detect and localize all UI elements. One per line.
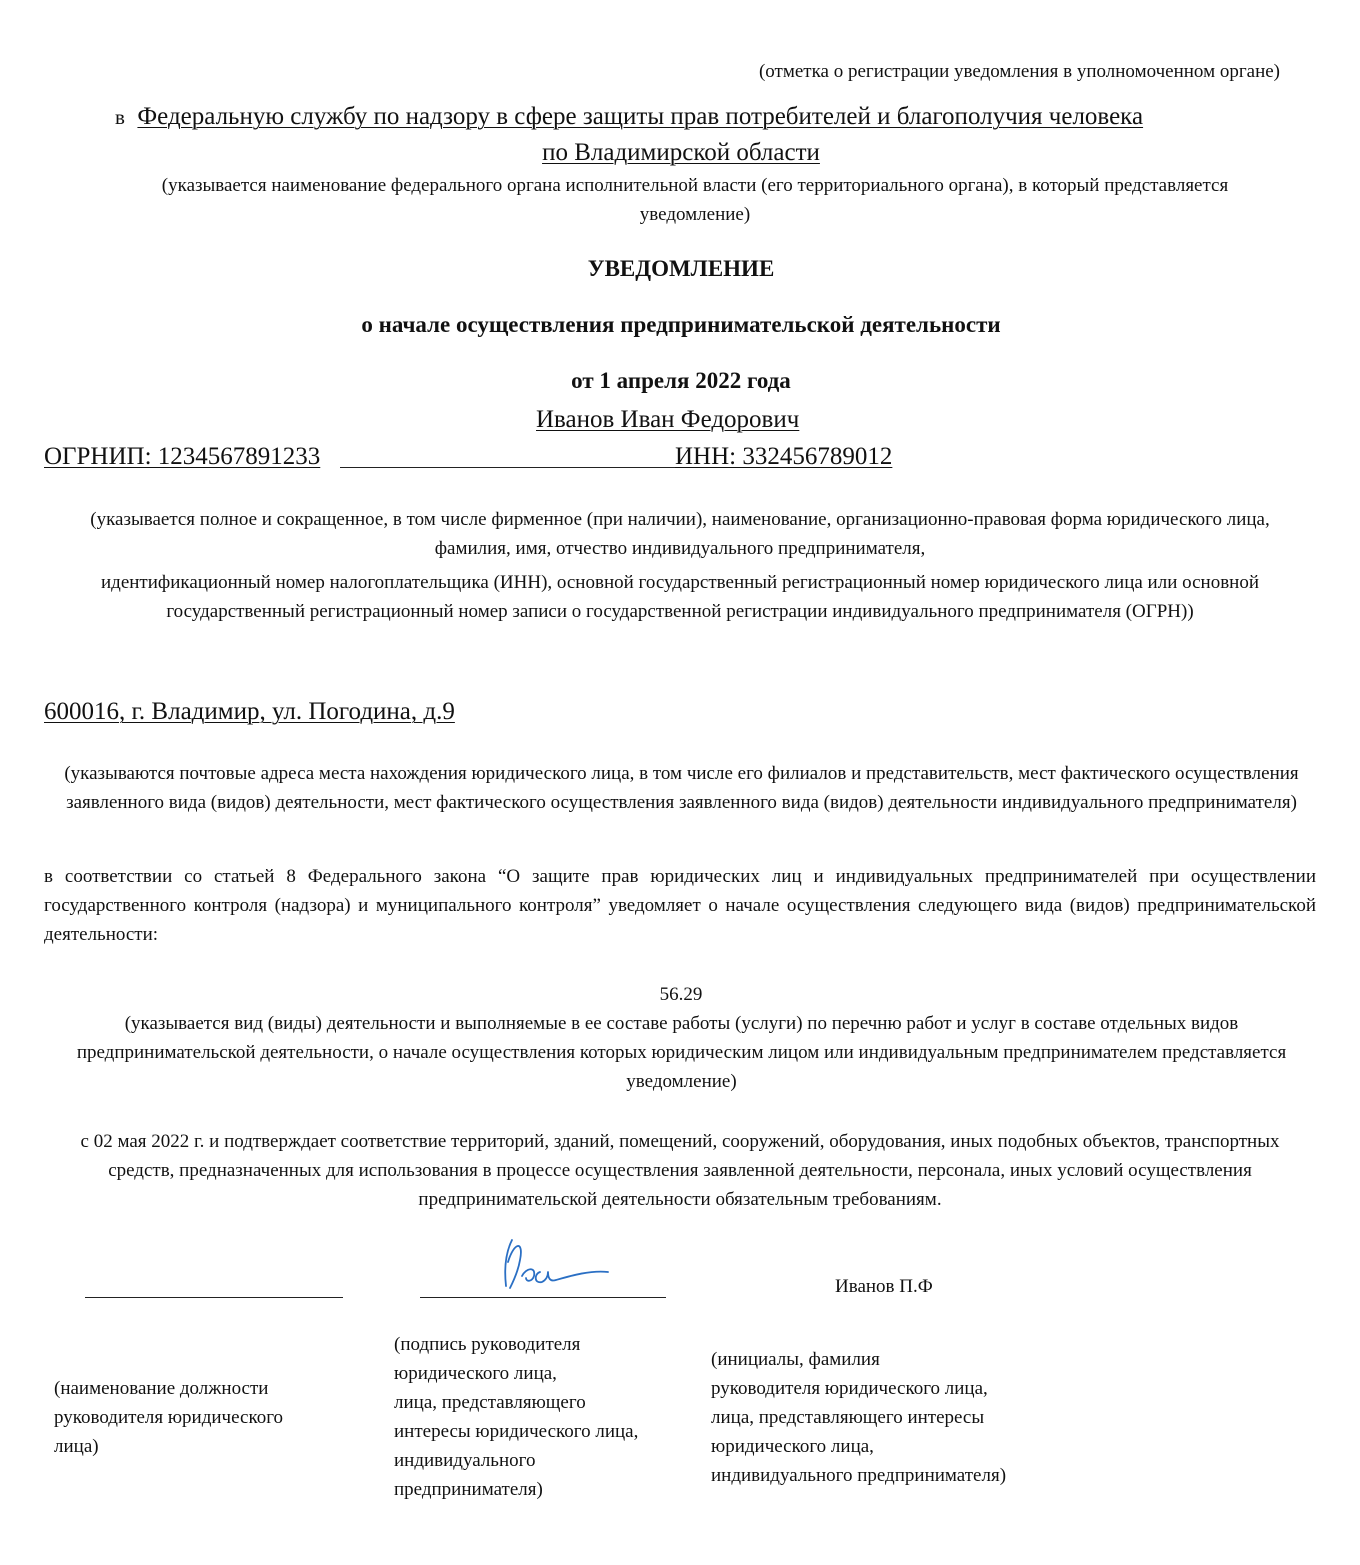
ogrnip: ОГРНИП: 1234567891233	[44, 443, 321, 470]
caption-line: лица, представляющего интересы	[711, 1407, 985, 1428]
addressee-name: Федеральную службу по надзору в сфере защиты прав потребителей и благополучия человека	[137, 103, 1144, 130]
handwritten-signature	[490, 1232, 620, 1300]
registration-note: (отметка о регистрации уведомления в уполномоченном органе)	[758, 61, 1280, 82]
entrepreneur-note-2: идентификационный номер налогоплательщика (ИНН), основной государственный регистрационный номер юридического лица или основной государственный регистрационный номер записи о государственной регистрации индивидуального предпринимателя (ОГРН))	[100, 572, 1260, 622]
addressee-note: (указывается наименование федерального органа исполнительной власти (его территориального органа), в который представляется уведомление)	[161, 175, 1229, 225]
caption-line: интересы юридического лица,	[394, 1421, 639, 1442]
activity-code: 56.29	[659, 984, 703, 1005]
caption-line: предпринимателя)	[394, 1479, 543, 1500]
inn: ИНН: 332456789012	[675, 443, 893, 470]
signer-initials: Иванов П.Ф	[835, 1276, 933, 1297]
address-note: (указываются почтовые адреса места нахождения юридического лица, в том числе его филиалов и представительств, мест фактического осуществления заявленного вида (видов) деятельности, мест фактического осуществления заявленного вида (видов) деятельности индивидуального предпринимателя)	[64, 763, 1299, 813]
position-line	[85, 1297, 343, 1298]
caption-line: юридического лица,	[394, 1363, 557, 1384]
law-paragraph: в соответствии со статьей 8 Федерального закона “О защите прав юридических лиц и индивидуальных предпринимателей при осуществлении государственного контроля (надзора) и муниципального контроля” уведомляет о начале осуществления следующего вида (видов) предпринимательской деятельности:	[44, 866, 1316, 945]
addressee-line-1	[115, 99, 1143, 135]
address-value: 600016, г. Владимир, ул. Погодина, д.9	[44, 698, 455, 725]
compliance-paragraph: с 02 мая 2022 г. и подтверждает соответствие территорий, зданий, помещений, сооружений, оборудования, иных подобных объектов, транспортных средств, предназначенных для использования в процессе осуществления заявленной деятельности, персонала, иных условий осуществления предпринимательской деятельности обязательным требованиям.	[80, 1131, 1280, 1210]
caption-line: (наименование должности	[54, 1378, 269, 1399]
document-date: от 1 апреля 2022 года	[571, 368, 791, 393]
caption-line: лица, представляющего	[394, 1392, 586, 1413]
document-subtitle: о начале осуществления предпринимательской деятельности	[361, 312, 1001, 337]
caption-line: юридического лица,	[711, 1436, 874, 1457]
caption-line: (инициалы, фамилия	[711, 1349, 880, 1370]
caption-line: лица)	[54, 1436, 99, 1457]
caption-line: руководителя юридического лица,	[711, 1378, 988, 1399]
document-title: УВЕДОМЛЕНИЕ	[587, 256, 775, 281]
caption-line: индивидуального предпринимателя)	[711, 1465, 1007, 1486]
ogrnip-inn-underline	[340, 467, 680, 468]
signature-caption	[394, 1330, 638, 1504]
initials-caption	[711, 1345, 1006, 1490]
caption-line: индивидуального	[394, 1450, 536, 1471]
activity-note: (указывается вид (виды) деятельности и выполняемые в ее составе работы (услуги) по перечню работ и услуг в составе отдельных видов предпринимательской деятельности, о начале осуществления которых юридическим лицом или индивидуальным предпринимателем представляется уведомление)	[76, 1013, 1287, 1092]
entrepreneur-note-1: (указывается полное и сокращенное, в том числе фирменное (при наличии), наименование, организационно-правовая форма юридического лица, фамилия, имя, отчество индивидуального предпринимателя,	[90, 509, 1270, 559]
position-caption	[54, 1374, 283, 1461]
caption-line: (подпись руководителя	[394, 1334, 581, 1355]
addressee-prefix: в	[115, 105, 125, 129]
caption-line: руководителя юридического	[54, 1407, 284, 1428]
entrepreneur-name: Иванов Иван Федорович	[536, 406, 800, 433]
addressee-line-2: по Владимирской области	[542, 139, 820, 166]
